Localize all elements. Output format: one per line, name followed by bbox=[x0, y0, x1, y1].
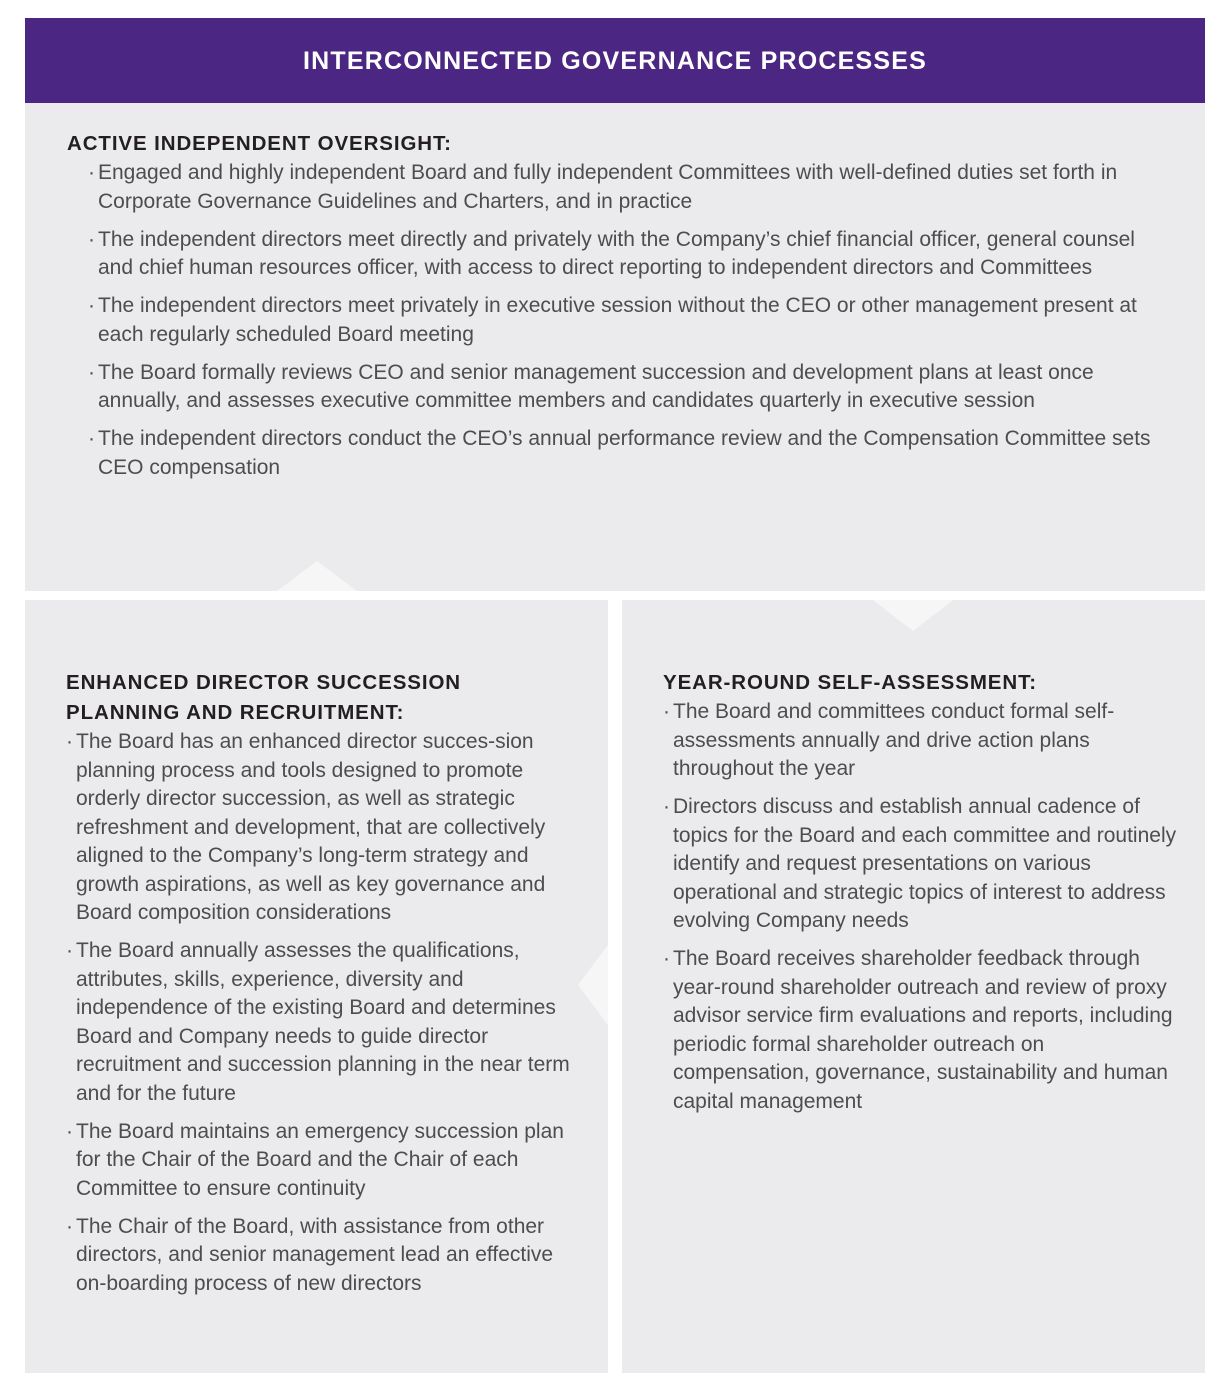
oversight-panel bbox=[25, 103, 1205, 591]
bullet-icon: · bbox=[66, 1214, 73, 1238]
bullet-icon: · bbox=[663, 700, 670, 723]
succession-title-line2: PLANNING AND RECRUITMENT: bbox=[66, 701, 405, 724]
bullet-icon: · bbox=[66, 939, 73, 962]
list-item: · Engaged and highly independent Board and fully independent Committees with well-defined duties set forth in Corporate Governance Guidelines and Charters, and in practice bbox=[88, 161, 1118, 213]
succession-title bbox=[66, 668, 586, 728]
list-item: · The independent directors meet directly and privately with the Company’s chief financial officer, general counsel and chief human resources officer, with access to direct reporting to independent directors and Committees bbox=[88, 227, 1135, 279]
list-item: · The Board receives shareholder feedback through year-round shareholder outreach and review of proxy advisor service firm evaluations and reports, including periodic formal shareholder outreach on compensation, governance, sustainability and human capital management bbox=[663, 947, 1173, 1113]
self-assessment-panel bbox=[622, 600, 1205, 1373]
bullet-icon: · bbox=[663, 795, 670, 818]
list-item: · The Board formally reviews CEO and senior management succession and development plans at least once annually, and assesses executive committee members and candidates quarterly in executive session bbox=[88, 360, 1094, 412]
bullet-icon: · bbox=[88, 294, 95, 317]
list-item: · The independent directors conduct the CEO’s annual performance review and the Compensation Committee sets CEO compensation bbox=[88, 427, 1151, 479]
bullet-icon: · bbox=[663, 947, 670, 970]
self-assessment-list bbox=[663, 698, 1183, 1116]
succession-section bbox=[66, 668, 586, 1308]
page-title: INTERCONNECTED GOVERNANCE PROCESSES bbox=[302, 47, 928, 75]
oversight-section bbox=[67, 129, 1167, 492]
list-item: · The Chair of the Board, with assistance from other directors, and senior management lead an effective on-boarding process of new directors bbox=[66, 1214, 554, 1295]
bullet-icon: · bbox=[88, 227, 95, 251]
oversight-title: ACTIVE INDEPENDENT OVERSIGHT: bbox=[67, 132, 452, 155]
list-item: · The Board and committees conduct formal self-assessments annually and drive action plans throughout the year bbox=[663, 700, 1115, 780]
list-item: · The independent directors meet privately in executive session without the CEO or other management present at each regularly scheduled Board meeting bbox=[88, 294, 1137, 346]
self-assessment-title: YEAR-ROUND SELF-ASSESSMENT: bbox=[663, 671, 1037, 694]
oversight-list bbox=[88, 159, 1167, 482]
bullet-icon: · bbox=[88, 427, 95, 450]
list-item: · The Board has an enhanced director succes-sion planning process and tools designed to promote orderly director succession, as well as strategic refreshment and development, that are collectively aligned to the Company’s long-term strategy and growth aspirations, as well as key governance and Board composition considerations bbox=[66, 730, 546, 924]
succession-list bbox=[66, 728, 586, 1298]
arrow-left-icon bbox=[578, 945, 608, 1025]
bullet-icon: · bbox=[66, 730, 73, 753]
succession-title-line1: ENHANCED DIRECTOR SUCCESSION bbox=[66, 671, 462, 694]
bullet-icon: · bbox=[88, 360, 95, 384]
list-item: · The Board annually assesses the qualifications, attributes, skills, experience, diversity and independence of the existing Board and determines Board and Company needs to guide director recruitment and succession planning in the near term and for the future bbox=[66, 939, 570, 1105]
list-item: · Directors discuss and establish annual cadence of topics for the Board and each committee and routinely identify and request presentations on various operational and strategic topics of interest to address evolving Company needs bbox=[663, 795, 1177, 932]
self-assessment-section bbox=[663, 668, 1183, 1126]
bullet-icon: · bbox=[88, 161, 95, 184]
header-banner bbox=[25, 18, 1205, 103]
arrow-down-icon bbox=[873, 600, 953, 631]
bullet-icon: · bbox=[66, 1119, 73, 1143]
arrow-up-icon bbox=[277, 561, 357, 591]
list-item: · The Board maintains an emergency succession plan for the Chair of the Board and the Chair of each Committee to ensure continuity bbox=[66, 1119, 564, 1200]
succession-panel bbox=[25, 600, 608, 1373]
